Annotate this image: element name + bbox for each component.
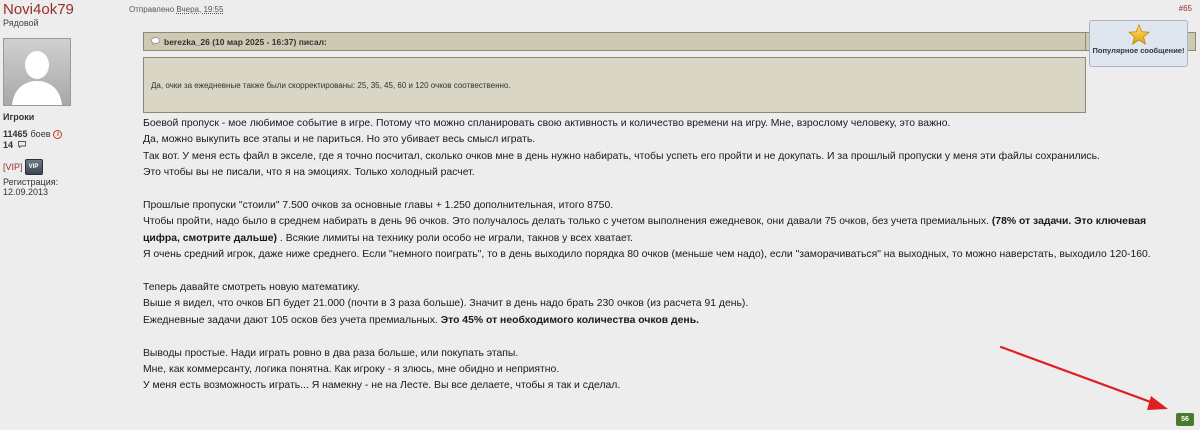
paragraph: Выводы простые. Нади играть ровно в два раза больше, или покупать этапы. <box>143 347 519 359</box>
paragraph <box>143 313 1183 329</box>
paragraph: Так вот. У меня есть файл в экселе, где я точно посчитал, сколько очков мне в день нужно набирать, чтобы успеть его пройти и не докупать. И за прошлый пропуски у меня эти файлы сохранились. <box>143 150 1100 162</box>
paragraph: Мне, как коммерсанту, логика понятна. Как игроку - я злюсь, мне обидно и неприятно. <box>143 364 560 376</box>
quote-bubble-icon <box>151 37 160 47</box>
paragraph-text: Ежедневные задачи дают 105 осков без учета премиальных. <box>143 314 441 326</box>
registration-label: Регистрация: <box>3 177 59 187</box>
paragraph: Боевой пропуск - мое любимое событие в игре. Потому что можно спланировать свою активность и количество времени на игру. Мне, взрослому человеку, это важно. <box>143 118 951 129</box>
quote-header <box>143 32 1086 51</box>
comments-count: 14 <box>3 140 14 150</box>
user-group: Игроки <box>3 112 35 122</box>
vip-row <box>3 159 123 175</box>
vip-badge-icon: VIP <box>25 159 43 175</box>
paragraph: Это чтобы вы не писали, что я на эмоциях. Только холодный расчет. <box>143 167 475 179</box>
paragraph: У меня есть возможность играть... Я намекну - не на Лесте. Вы все делаете, чтобы я так и сделал. <box>143 380 621 392</box>
default-avatar-icon <box>4 39 70 105</box>
paragraph: Прошлые пропуски "стоили" 7.500 очков за основные главы + 1.250 дополнительная, итого 8750. <box>143 200 614 212</box>
vip-link[interactable]: [VIP] <box>3 162 23 172</box>
paragraph: Выше я видел, что очков БП будет 21.000 (почти в 3 раза больше). Значит в день надо брать 230 очков (из расчета 91 день). <box>143 298 749 310</box>
paragraph: Я очень средний игрок, даже ниже среднего. Если "немного поиграть", то в день выходило порядка 80 очков (меньше чем надо), если "заморачиваться" на выходных, то можно наверстать, выходило 120-160. <box>143 249 1151 261</box>
popular-post-badge <box>1089 20 1188 67</box>
post-date[interactable]: Вчера, 19:55 <box>176 5 224 14</box>
paragraph <box>143 214 1183 247</box>
paragraph-text: Чтобы пройти, надо было в среднем набирать в день 96 очков. Это получалось делать только с учетом выполнения ежедневок, они давали 75 очков, без учета премиальных. <box>143 216 992 228</box>
comments-stat <box>3 140 123 151</box>
sent-label: Отправлено <box>129 5 175 14</box>
post-meta <box>129 5 223 14</box>
username-link[interactable]: Novi4ok79 <box>3 1 74 18</box>
popular-post-label: Популярное сообщение! <box>1092 46 1185 55</box>
star-icon <box>1128 24 1150 45</box>
percent-highlight: Это 45% от необходимого количества очков день. <box>440 314 699 326</box>
paragraph-text: . Всякие лимиты на технику роли особо не играли, такнов у всех хватает. <box>277 232 633 244</box>
paragraph: Да, можно выкупить все этапы и не париться. Но это убивает весь смысл играть. <box>143 134 536 146</box>
battles-count: 11465 <box>3 129 28 139</box>
user-panel <box>3 0 123 197</box>
quote-body: Да, очки за ежедневные также были скорректированы: 25, 35, 45, 60 и 120 очков соотвественно. <box>143 57 1086 113</box>
reputation-badge[interactable]: 56 <box>1176 413 1194 426</box>
quote-author: berezka_26 (10 мар 2025 - 16:37) писал: <box>164 36 327 47</box>
key-figure-highlight: (78% от задачи. Это ключевая цифра, смотрите дальше) <box>143 216 1147 244</box>
post-number-link[interactable]: #65 <box>1178 4 1192 13</box>
post-body <box>143 116 1183 395</box>
comment-icon <box>18 140 26 151</box>
user-rank: Рядовой <box>3 18 39 28</box>
avatar[interactable] <box>3 38 71 106</box>
battles-label: боев <box>30 129 51 139</box>
paragraph: Теперь давайте смотреть новую математику. <box>143 282 360 294</box>
registration-date: 12.09.2013 <box>3 187 49 197</box>
battles-stat <box>3 129 123 140</box>
info-icon[interactable]: i <box>53 130 62 139</box>
